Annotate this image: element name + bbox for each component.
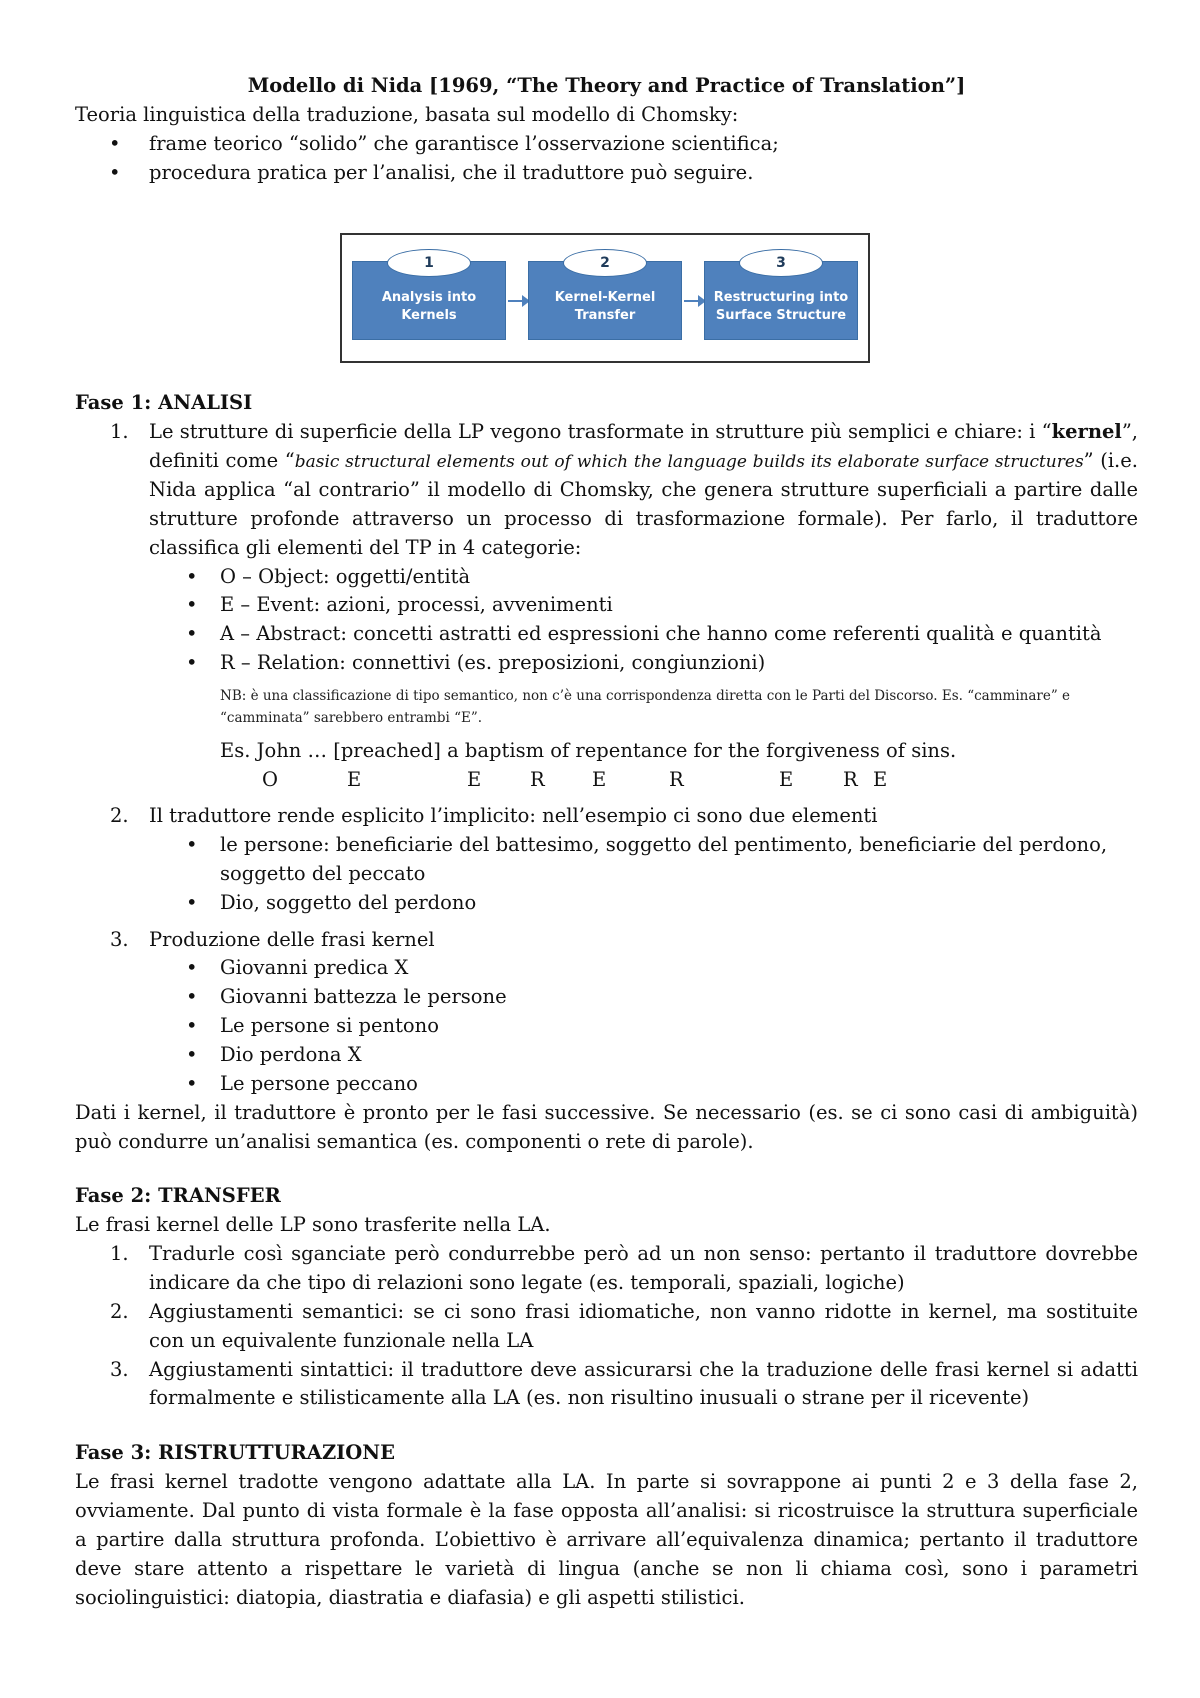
paragraph: Le frasi kernel delle LP sono trasferite nella LA. bbox=[75, 1213, 551, 1237]
arrow-right-icon bbox=[508, 300, 528, 302]
fase1-list-cont bbox=[75, 802, 1138, 831]
elements-list bbox=[75, 831, 1138, 918]
section-heading: Fase 2: TRANSFER bbox=[75, 1184, 281, 1208]
list-item: • Le persone si pentono bbox=[75, 1012, 1138, 1041]
paragraph: Dati i kernel, il traduttore è pronto per le fasi successive. Se necessario (es. se ci sono casi di ambiguità) può condurre un’analisi semantica (es. componenti o rete di parole). bbox=[75, 1100, 1138, 1153]
arrow-right-icon bbox=[684, 300, 704, 302]
list-item bbox=[75, 1298, 1138, 1356]
tag-label: E bbox=[347, 768, 362, 792]
example-sentence: Es. John … [preached] a baptism of repentance for the forgiveness of sins. bbox=[220, 739, 957, 763]
fase1-list-cont bbox=[75, 926, 1138, 955]
tag-label: R bbox=[530, 768, 545, 792]
list-item: • procedura pratica per l’analisi, che il traduttore può seguire. bbox=[75, 159, 1138, 188]
paragraph: Le frasi kernel tradotte vengono adattate alla LA. In parte si sovrappone ai punti 2 e 3 della fase 2, ovviamente. Dal punto di vista formale è la fase opposta all’analisi: si ricostruisce la struttura superficiale a partire dalla struttura profonda. L’obiettivo è arrivare all’equivalenza dinamica; pertanto il traduttore deve stare attento a rispettare le varietà di lingua (anche se non li chiama così, sono i parametri sociolinguistici: diatopia, diastratia e diafasia) e gli aspetti stilistici. bbox=[75, 1470, 1138, 1609]
section-heading: Fase 1: ANALISI bbox=[75, 391, 253, 415]
diagram-step-number: 2 bbox=[563, 249, 647, 277]
diagram-step-number: 3 bbox=[739, 249, 823, 277]
item-text: Tradurle così sganciate però condurrebbe però ad un non senso: pertanto il traduttore dovrebbe indicare da che tipo di relazioni sono legate (es. temporali, spaziali, logiche) bbox=[149, 1242, 1138, 1294]
item-number: 2. bbox=[110, 804, 129, 828]
item-text: Produzione delle frasi kernel bbox=[149, 927, 435, 951]
tag-label: E bbox=[873, 768, 888, 792]
tag-label: R bbox=[669, 768, 684, 792]
list-item: • Dio, soggetto del perdono bbox=[75, 889, 1138, 918]
list-item bbox=[75, 1356, 1138, 1414]
list-item: • Le persone peccano bbox=[75, 1070, 1138, 1099]
fase2-list bbox=[75, 1240, 1138, 1413]
item-text: Aggiustamenti semantici: se ci sono frasi idiomatiche, non vanno ridotte in kernel, ma sostituite con un equivalente funzionale nella LA bbox=[149, 1299, 1138, 1352]
list-item: • O – Object: oggetti/entità bbox=[75, 563, 1138, 592]
list-item bbox=[75, 926, 1138, 955]
item-text: Le strutture di superficie della LP vegono trasformate in strutture più semplici e chiare: i “ bbox=[149, 420, 1052, 444]
diagram-step-number: 1 bbox=[387, 249, 471, 277]
item-number: 3. bbox=[110, 927, 129, 951]
tag-label: O bbox=[262, 768, 278, 792]
process-diagram bbox=[340, 233, 870, 363]
list-item: • le persone: beneficiarie del battesimo, soggetto del pentimento, beneficiarie del perdono, soggetto del peccato bbox=[75, 831, 1138, 889]
tag-label: E bbox=[779, 768, 794, 792]
page-title: Modello di Nida [1969, “The Theory and Practice of Translation”] bbox=[247, 74, 966, 97]
nb-note: NB: è una classificazione di tipo semantico, non c’è una corrispondenza diretta con le Parti del Discorso. Es. “camminare” e “camminata” sarebbero entrambi “E”. bbox=[220, 688, 1071, 726]
item-text: Aggiustamenti sintattici: il traduttore deve assicurarsi che la traduzione delle frasi kernel si adatti formalmente e stilisticamente alla LA (es. non risultino inusuali o strane per il ricevente) bbox=[149, 1357, 1138, 1410]
tag-label: E bbox=[467, 768, 482, 792]
fase1-list bbox=[75, 418, 1138, 562]
list-item: • R – Relation: connettivi (es. preposizioni, congiunzioni) bbox=[75, 649, 1138, 678]
list-item: • Giovanni predica X bbox=[75, 954, 1138, 983]
kernel-term: kernel bbox=[1051, 420, 1122, 444]
quote-text: basic structural elements out of which the language builds its elaborate surface structures bbox=[294, 452, 1084, 473]
item-number: 1. bbox=[110, 420, 129, 444]
list-item: • frame teorico “solido” che garantisce l’osservazione scientifica; bbox=[75, 130, 1138, 159]
item-text: Il traduttore rende esplicito l’implicito: nell’esempio ci sono due elementi bbox=[149, 804, 878, 828]
intro-bullet-list bbox=[75, 130, 1138, 188]
list-item: • E – Event: azioni, processi, avvenimenti bbox=[75, 591, 1138, 620]
section-heading: Fase 3: RISTRUTTURAZIONE bbox=[75, 1441, 395, 1465]
list-item bbox=[75, 802, 1138, 831]
tag-label: E bbox=[592, 768, 607, 792]
category-list bbox=[75, 563, 1138, 678]
item-number: 3. bbox=[110, 1357, 129, 1381]
list-item: • A – Abstract: concetti astratti ed espressioni che hanno come referenti qualità e quantità bbox=[75, 620, 1138, 649]
list-item bbox=[75, 1240, 1138, 1298]
diagram-step-label: Restructuring into Surface Structure bbox=[713, 290, 849, 323]
list-item bbox=[75, 418, 1138, 562]
item-text: ” (i.e. Nida applica “al contrario” il modello di Chomsky, che genera strutture superficiali a partire dalle strutture profonde attraverso un processo di trasformazione formale). Per farlo, il traduttore classifica gli elementi del TP in 4 categorie: bbox=[149, 449, 1138, 559]
tag-label: R bbox=[843, 768, 858, 792]
diagram-step-label: Analysis into Kernels bbox=[381, 290, 477, 323]
list-item: • Giovanni battezza le persone bbox=[75, 983, 1138, 1012]
diagram-step-label: Kernel-Kernel Transfer bbox=[554, 290, 656, 323]
item-text: ”, definiti come “ bbox=[149, 420, 1138, 473]
example-tags bbox=[75, 766, 1138, 794]
item-number: 2. bbox=[110, 1299, 129, 1323]
item-number: 1. bbox=[110, 1242, 129, 1266]
kernel-sentences-list bbox=[75, 954, 1138, 1098]
intro-text: Teoria linguistica della traduzione, basata sul modello di Chomsky: bbox=[75, 102, 739, 126]
list-item: • Dio perdona X bbox=[75, 1041, 1138, 1070]
